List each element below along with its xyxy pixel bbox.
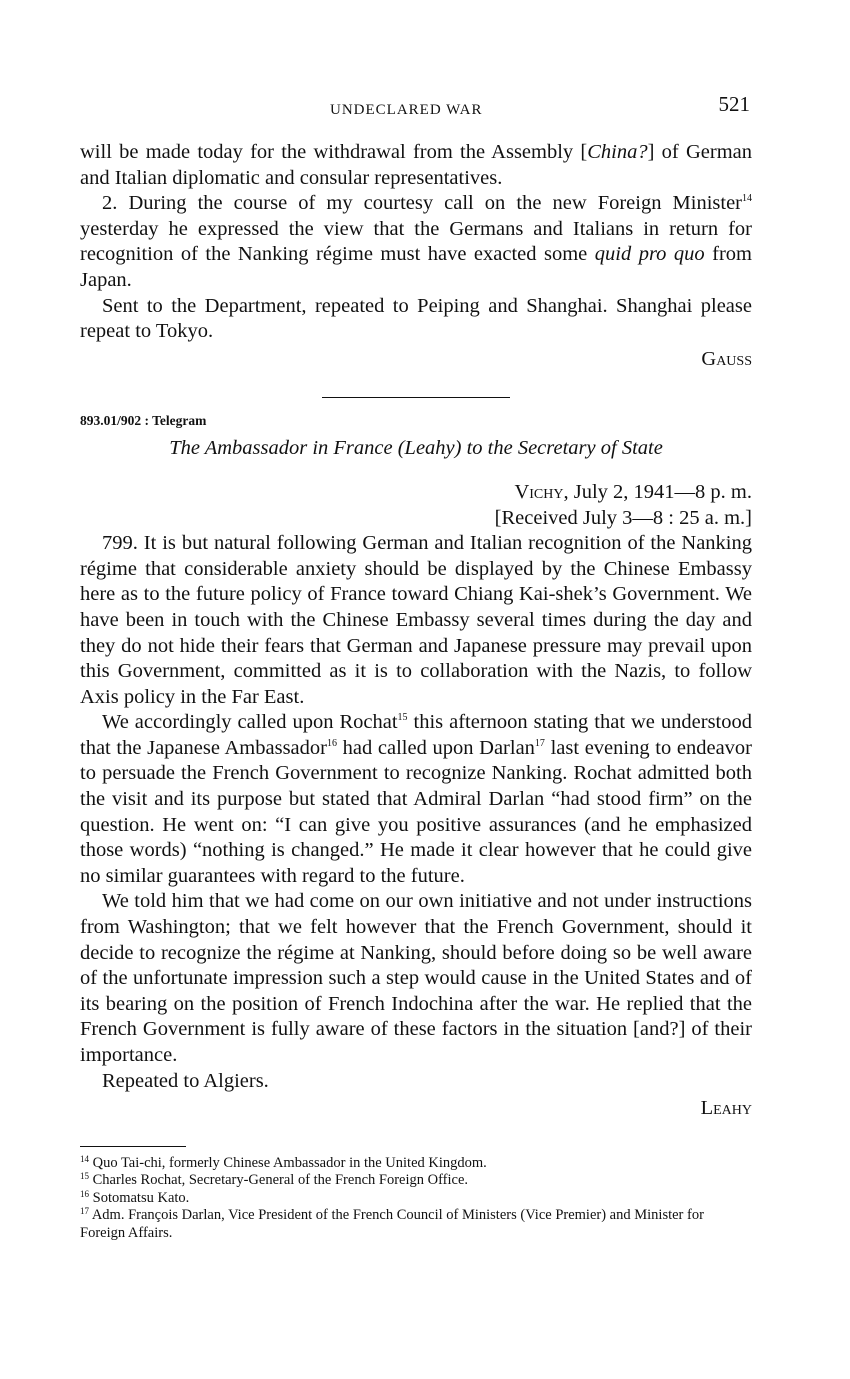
file-reference: 893.01/902 : Telegram	[80, 413, 207, 429]
footnotes	[80, 1155, 752, 1243]
section-divider	[322, 397, 510, 398]
telegram-paragraph-3: We told him that we had come on our own initiative and not under instructions from Washington; that we felt however that the French Government, should it decide to recognize the régime at Nanking, should before doing so be well aware of the unfortunate impression such a step would cause in the United States and of its bearing on the position of French Indochina after the war. He replied that the French Government is fully aware of these factors in the situation [and?] of their importance.	[80, 890, 752, 1066]
signature-gauss: Gauss	[701, 347, 752, 370]
telegram-paragraph-2: We accordingly called upon Rochat$^{15}$ this afternoon stating that we understood that the Japanese Ambassador$^{16}$ had called upon Darlan$^{17}$ last evening to endeavor to persuade the French Government to recognize Nanking. Rochat admitted both the visit and its purpose but stated that Admiral Darlan “had stood firm” on the question. He went on: “I can give you positive assurances (and he emphasized those words) “nothing is changed.” He made it clear however that he could give no similar guarantees with regard to the future.	[80, 711, 752, 887]
footnote-ref-16[interactable]: 16	[326, 737, 337, 749]
footnote-ref-17[interactable]: 17	[534, 737, 545, 749]
prev-doc-paragraph-3: Sent to the Department, repeated to Peiping and Shanghai. Shanghai please repeat to Tokyo.	[80, 294, 752, 343]
running-title: UNDECLARED WAR	[330, 102, 483, 118]
telegram-paragraph-4: Repeated to Algiers.	[102, 1069, 269, 1092]
page-body	[80, 140, 752, 1242]
running-head	[80, 92, 752, 122]
footnote-15: $^{15}$ Charles Rochat, Secretary-General of the French Foreign Office.	[80, 1171, 469, 1189]
date: , July 2, 1941—8 p. m.	[563, 480, 752, 503]
footnote-16: $^{16}$ Sotomatsu Kato.	[80, 1188, 190, 1206]
footnote-ref-15[interactable]: 15	[397, 712, 408, 724]
telegram-paragraph-1: 799. It is but natural following German and Italian recognition of the Nanking régime that considerable anxiety should be displayed by the Chinese Embassy here as to the future policy of France toward Chiang Kai-shek’s Government. We have been in touch with the Chinese Embassy several times during the day and they do not hide their fears that German and Japanese pressure may prevail upon this Government, committed as it is to collaboration with the Nazis, to follow Axis policy in the Far East.	[80, 532, 752, 708]
footnote-14: $^{14}$ Quo Tai-chi, formerly Chinese Ambassador in the United Kingdom.	[80, 1153, 487, 1171]
footnote-17: $^{17}$ Adm. François Darlan, Vice President of the French Council of Ministers (Vice Premier) and Minister for Foreign Affairs.	[80, 1206, 704, 1241]
prev-doc-paragraph-1: will be made today for the withdrawal from the Assembly [China?] of German and Italian diplomatic and consular representatives.	[80, 141, 752, 189]
document-heading: The Ambassador in France (Leahy) to the Secretary of State	[169, 437, 663, 460]
page-number: 521	[718, 92, 750, 116]
dateline	[80, 480, 752, 506]
signature-leahy: Leahy	[700, 1097, 752, 1120]
prev-doc-paragraph-2: 2. During the course of my courtesy call on the new Foreign Minister$^{14}$ yesterday he expressed the view that the Germans and Italians in return for recognition of the Nanking régime must have exacted some quid pro quo from Japan.	[80, 192, 752, 291]
place: Vichy	[514, 480, 564, 503]
footnote-divider	[80, 1146, 186, 1147]
footnote-ref-14[interactable]: 14	[742, 193, 752, 205]
received-line: [Received July 3—8 : 25 a. m.]	[494, 506, 752, 529]
